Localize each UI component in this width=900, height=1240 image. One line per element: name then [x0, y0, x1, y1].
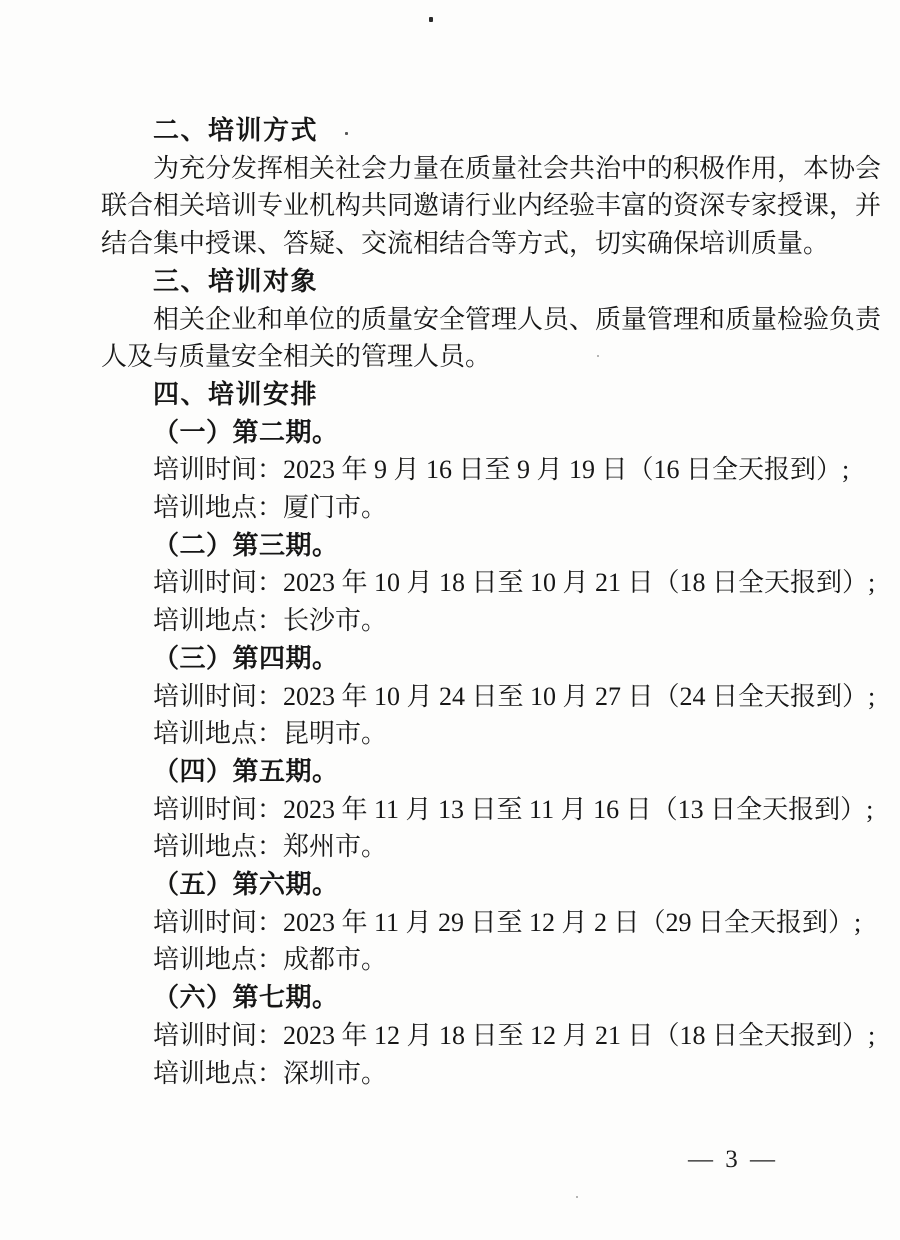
- document-body: [101, 112, 882, 1092]
- session-time: 培训时间：2023 年 11 月 29 日至 12 月 2 日（29 日全天报到）;: [153, 907, 862, 937]
- paragraph-line: 相关企业和单位的质量安全管理人员、质量管理和质量检验负责: [153, 304, 882, 334]
- session-label: （一）第二期。: [153, 417, 339, 447]
- section-heading-training-audience: 三、培训对象: [153, 265, 319, 296]
- session-time: 培训时间：2023 年 11 月 13 日至 11 月 16 日（13 日全天报到）;: [153, 794, 874, 824]
- scan-speck: [429, 17, 433, 22]
- session-label: （四）第五期。: [153, 756, 339, 786]
- session-time: 培训时间：2023 年 10 月 18 日至 10 月 21 日（18 日全天报到）;: [153, 568, 876, 598]
- paragraph-line: 结合集中授课、答疑、交流相结合等方式，切实确保培训质量。: [101, 229, 830, 259]
- session-label: （二）第三期。: [153, 530, 339, 560]
- session-place: 培训地点：郑州市。: [153, 832, 388, 862]
- session-place: 培训地点：厦门市。: [153, 493, 388, 523]
- page-number: — 3 —: [688, 1146, 778, 1173]
- paragraph-line: 为充分发挥相关社会力量在质量社会共治中的积极作用，本协会: [153, 153, 882, 183]
- session-place: 培训地点：昆明市。: [153, 719, 388, 749]
- session-place: 培训地点：深圳市。: [153, 1058, 388, 1088]
- session-time: 培训时间：2023 年 12 月 18 日至 12 月 21 日（18 日全天报到）;: [153, 1020, 876, 1050]
- session-place: 培训地点：成都市。: [153, 945, 388, 975]
- paragraph-line: 联合相关培训专业机构共同邀请行业内经验丰富的资深专家授课，并: [101, 191, 882, 221]
- section-heading-training-method: 二、培训方式: [153, 115, 319, 145]
- paragraph-line: 人及与质量安全相关的管理人员。: [101, 342, 492, 372]
- section-heading-training-schedule: 四、培训安排: [153, 378, 319, 409]
- session-place: 培训地点：长沙市。: [153, 606, 388, 636]
- session-label: （五）第六期。: [153, 870, 339, 900]
- session-time: 培训时间：2023 年 10 月 24 日至 10 月 27 日（24 日全天报到）;: [153, 681, 876, 711]
- scan-speck: [576, 1196, 578, 1198]
- session-label: （三）第四期。: [153, 643, 339, 673]
- session-label: （六）第七期。: [153, 983, 339, 1013]
- session-time: 培训时间：2023 年 9 月 16 日至 9 月 19 日（16 日全天报到）;: [153, 455, 850, 485]
